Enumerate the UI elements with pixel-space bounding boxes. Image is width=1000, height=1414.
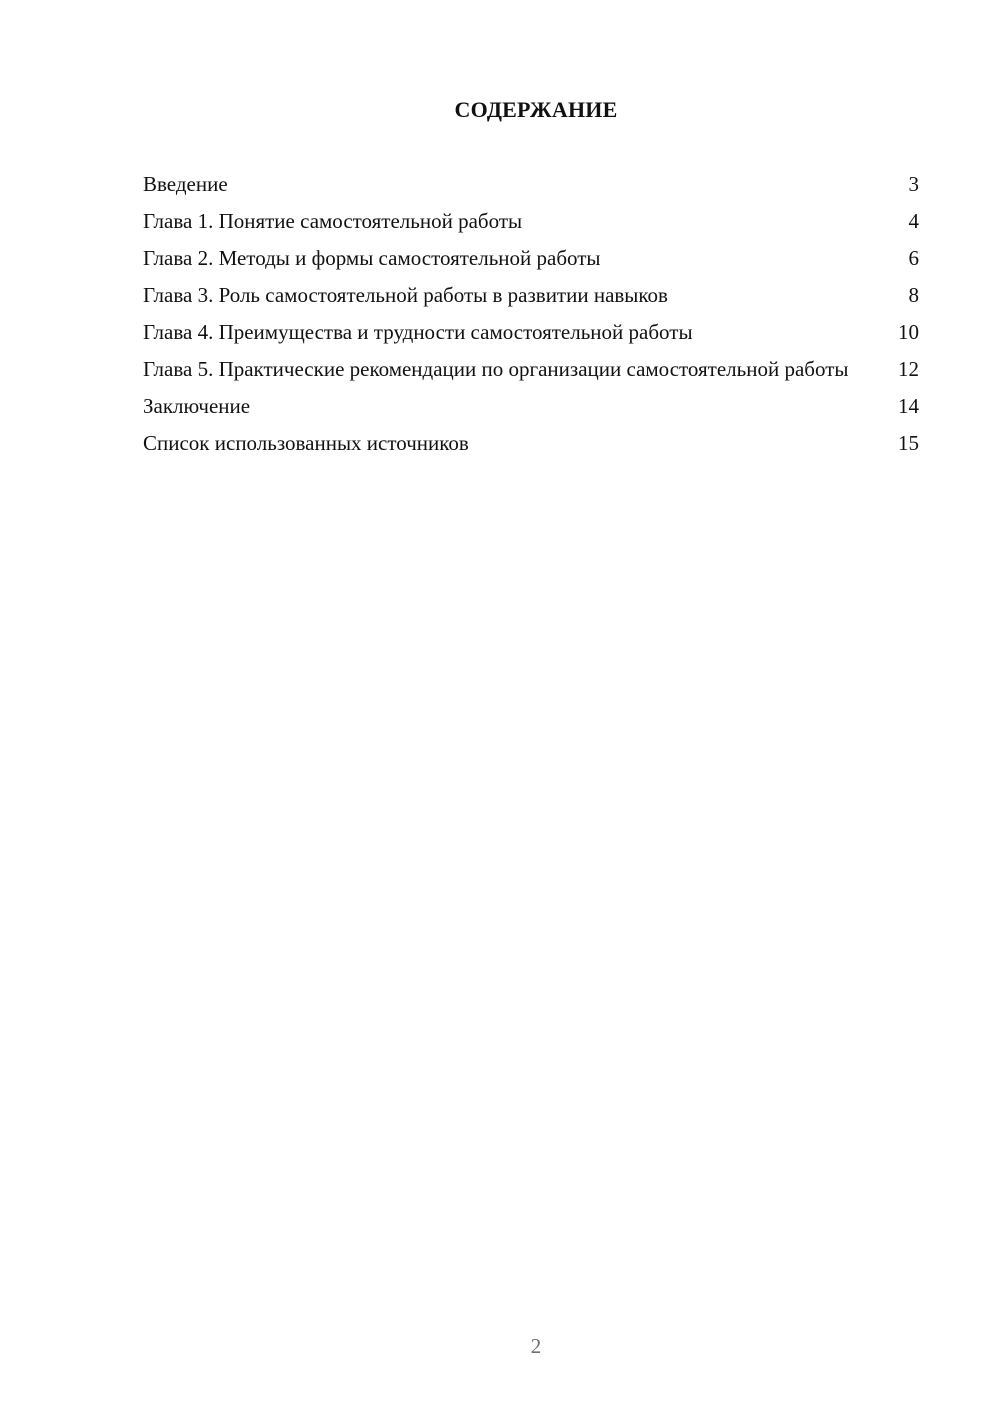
toc-entry-text: Введение [143, 172, 228, 196]
toc-entry-page: 12 [898, 357, 919, 381]
toc-entry-text: Глава 4. Преимущества и трудности самостоятельной работы [143, 320, 693, 344]
toc-entry-conclusion [143, 392, 919, 420]
toc-entry-text: Глава 1. Понятие самостоятельной работы [143, 209, 523, 233]
toc-entry-page: 15 [898, 431, 919, 455]
toc-entry-page: 10 [898, 320, 919, 344]
table-of-contents [143, 170, 919, 466]
toc-entry-chapter-4 [143, 318, 919, 346]
toc-entry-introduction [143, 170, 919, 198]
toc-entry-text: Глава 5. Практические рекомендации по организации самостоятельной работы [143, 357, 849, 381]
toc-entry-page: 4 [908, 209, 919, 233]
toc-title: СОДЕРЖАНИЕ [454, 97, 618, 122]
page-number: 2 [530, 1334, 542, 1358]
toc-entry-text: Глава 3. Роль самостоятельной работы в развитии навыков [143, 283, 668, 307]
toc-entry-text: Список использованных источников [143, 431, 469, 455]
toc-entry-chapter-2 [143, 244, 919, 272]
toc-entry-references [143, 429, 919, 457]
toc-entry-text: Заключение [143, 394, 251, 418]
toc-entry-text: Глава 2. Методы и формы самостоятельной работы [143, 246, 601, 270]
toc-entry-chapter-5 [143, 355, 919, 383]
toc-entry-chapter-1 [143, 207, 919, 235]
toc-entry-page: 3 [908, 172, 919, 196]
toc-entry-page: 8 [908, 283, 919, 307]
toc-entry-chapter-3 [143, 281, 919, 309]
toc-entry-page: 6 [908, 246, 919, 270]
toc-entry-page: 14 [898, 394, 919, 418]
